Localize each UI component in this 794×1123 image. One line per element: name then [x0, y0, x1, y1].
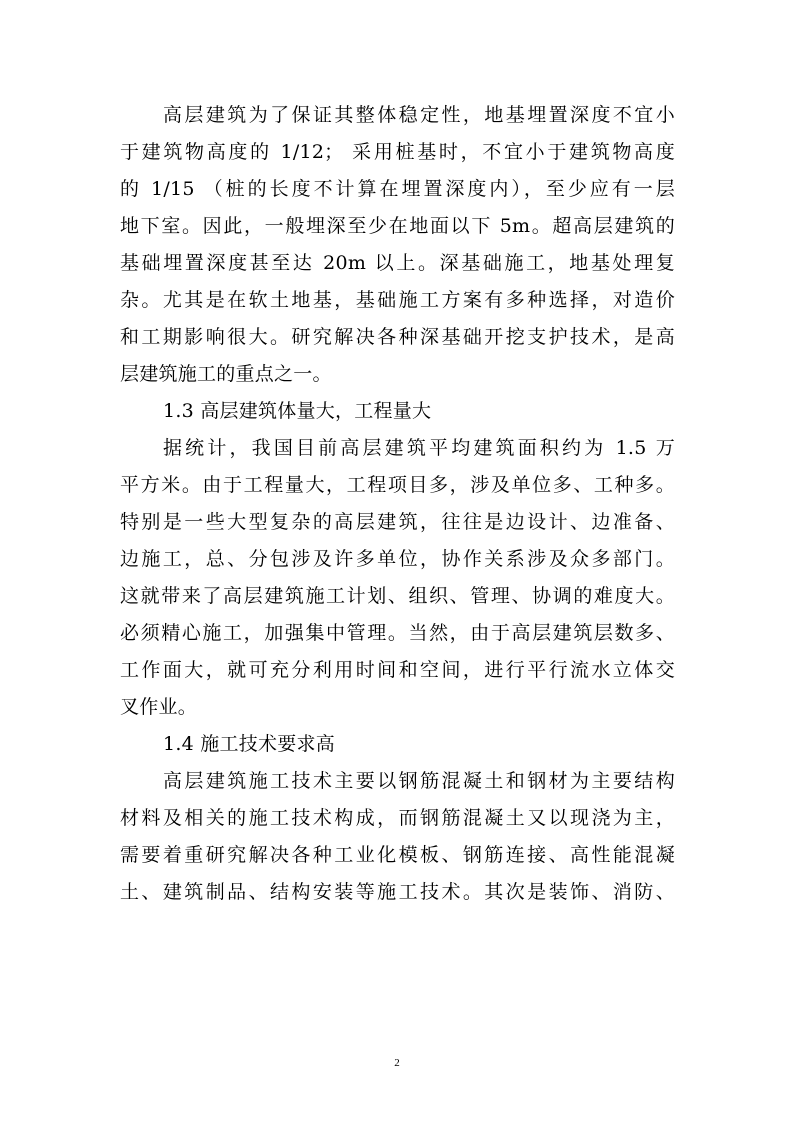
paragraph-line: 这就带来了高层建筑施工计划、组织、管理、协调的难度大。 — [120, 585, 675, 607]
paragraph-line: 边施工，总、分包涉及许多单位，协作关系涉及众多部门。 — [120, 548, 675, 570]
paragraph-line: 基础埋置深度甚至达 20m 以上。深基础施工，地基处理复 — [120, 252, 675, 274]
paragraph-line: 土、建筑制品、结构安装等施工技术。其次是装饰、消防、 — [120, 881, 675, 903]
paragraph-line: 需要着重研究解决各种工业化模板、钢筋连接、高性能混凝 — [120, 844, 675, 866]
paragraph-line: 叉作业。 — [120, 696, 198, 718]
paragraph-line: 必须精心施工，加强集中管理。当然，由于高层建筑层数多、 — [120, 622, 675, 644]
paragraph-line: 于建筑物高度的 1/12； 采用桩基时，不宜小于建筑物高度 — [120, 141, 675, 163]
paragraph-line: 高层建筑施工技术主要以钢筋混凝土和钢材为主要结构 — [163, 770, 675, 792]
paragraph-line: 杂。尤其是在软土地基，基础施工方案有多种选择，对造价 — [120, 289, 675, 311]
paragraph-line: 地下室。因此，一般埋深至少在地面以下 5m。超高层建筑的 — [120, 215, 675, 237]
section-heading-1-4: 1.4 施工技术要求高 — [163, 733, 336, 755]
paragraph-line: 据统计，我国目前高层建筑平均建筑面积约为 1.5 万 — [163, 437, 675, 459]
paragraph-line: 层建筑施工的重点之一。 — [120, 363, 332, 385]
paragraph-line: 平方米。由于工程量大，工程项目多，涉及单位多、工种多。 — [120, 474, 675, 496]
body-text — [120, 97, 675, 911]
paragraph-line: 特别是一些大型复杂的高层建筑，往往是边设计、边准备、 — [120, 511, 675, 533]
paragraph-line: 的 1/15 （桩的长度不计算在埋置深度内），至少应有一层 — [120, 178, 675, 200]
paragraph-line: 和工期影响很大。研究解决各种深基础开挖支护技术，是高 — [120, 326, 675, 348]
paragraph-line: 工作面大，就可充分利用时间和空间，进行平行流水立体交 — [120, 659, 675, 681]
section-heading-1-3: 1.3 高层建筑体量大，工程量大 — [163, 400, 432, 422]
paragraph-line: 高层建筑为了保证其整体稳定性，地基埋置深度不宜小 — [163, 104, 675, 126]
paragraph-line: 材料及相关的施工技术构成，而钢筋混凝土又以现浇为主， — [120, 807, 675, 829]
page-number: 2 — [394, 1057, 400, 1069]
